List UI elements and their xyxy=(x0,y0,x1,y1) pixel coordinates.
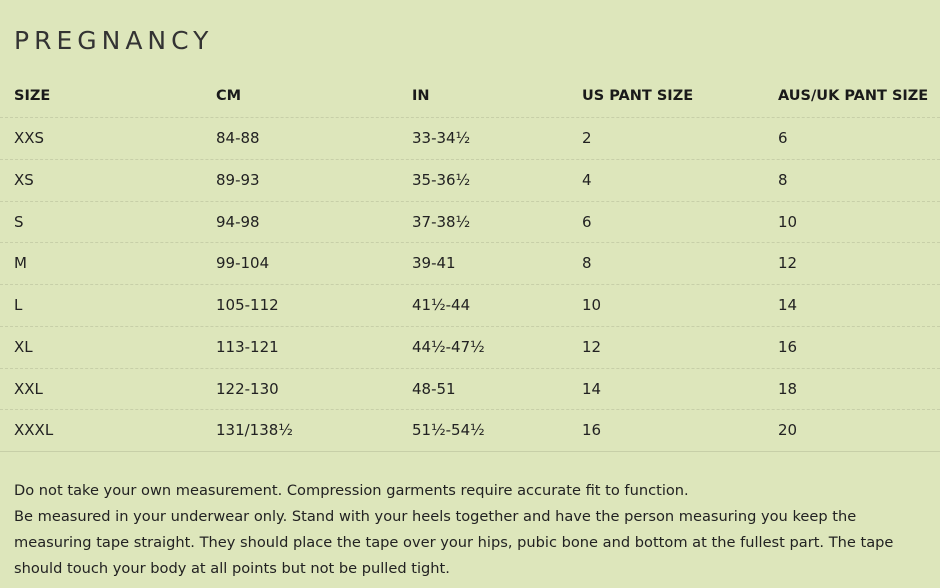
header-aus-uk-pant-size: AUS/UK PANT SIZE xyxy=(778,88,929,104)
cell-in: 33-34½ xyxy=(412,129,471,147)
cell-in: 39-41 xyxy=(412,254,456,273)
table-row xyxy=(0,160,940,202)
cell-aus-uk: 20 xyxy=(778,421,798,440)
table-row xyxy=(0,369,940,411)
cell-aus-uk: 10 xyxy=(778,212,798,231)
cell-size: XXL xyxy=(14,379,43,398)
cell-us: 6 xyxy=(582,212,592,231)
cell-size: L xyxy=(14,296,23,314)
cell-aus-uk: 18 xyxy=(778,379,798,398)
table-row xyxy=(0,243,940,285)
cell-cm: 113-121 xyxy=(216,337,279,356)
cell-size: M xyxy=(14,254,27,273)
cell-cm: 131/138½ xyxy=(216,421,293,440)
header-cm: CM xyxy=(216,88,242,104)
cell-cm: 99-104 xyxy=(216,254,270,273)
note-line-1: Do not take your own measurement. Compression garments require accurate fit to function. xyxy=(14,482,689,499)
cell-aus-uk: 8 xyxy=(778,170,788,189)
size-chart-table xyxy=(0,76,940,452)
header-in: IN xyxy=(412,88,430,104)
table-row xyxy=(0,327,940,369)
cell-in: 35-36½ xyxy=(412,170,471,189)
table-row xyxy=(0,285,940,327)
cell-us: 10 xyxy=(582,296,602,314)
cell-cm: 84-88 xyxy=(216,129,260,147)
cell-us: 8 xyxy=(582,254,592,273)
cell-aus-uk: 16 xyxy=(778,337,798,356)
cell-in: 44½-47½ xyxy=(412,337,485,356)
table-row xyxy=(0,202,940,244)
table-row xyxy=(0,118,940,160)
cell-us: 4 xyxy=(582,170,592,189)
cell-cm: 89-93 xyxy=(216,170,260,189)
note-line-2: Be measured in your underwear only. Stand with your heels together and have the person measuring you keep the measuring tape straight. They should place the tape over your hips, pubic bone and bottom at the fullest part. The tape should touch your body at all points but not be pulled tight. xyxy=(14,508,894,577)
cell-us: 2 xyxy=(582,129,592,147)
measurement-notes xyxy=(14,478,924,582)
cell-size: XL xyxy=(14,337,33,356)
cell-aus-uk: 14 xyxy=(778,296,798,314)
cell-size: XS xyxy=(14,170,34,189)
cell-cm: 122-130 xyxy=(216,379,279,398)
cell-us: 14 xyxy=(582,379,602,398)
table-row xyxy=(0,410,940,452)
cell-size: XXS xyxy=(14,129,45,147)
cell-in: 41½-44 xyxy=(412,296,471,314)
cell-us: 12 xyxy=(582,337,602,356)
header-size: SIZE xyxy=(14,88,51,104)
cell-in: 37-38½ xyxy=(412,212,471,231)
cell-cm: 94-98 xyxy=(216,212,260,231)
cell-size: XXXL xyxy=(14,421,54,440)
cell-us: 16 xyxy=(582,421,602,440)
cell-aus-uk: 12 xyxy=(778,254,798,273)
cell-cm: 105-112 xyxy=(216,296,279,314)
page-title: PREGNANCY xyxy=(14,26,214,55)
cell-aus-uk: 6 xyxy=(778,129,788,147)
table-header-row xyxy=(0,76,940,118)
header-us-pant-size: US PANT SIZE xyxy=(582,88,694,104)
cell-size: S xyxy=(14,212,24,231)
cell-in: 48-51 xyxy=(412,379,456,398)
cell-in: 51½-54½ xyxy=(412,421,485,440)
